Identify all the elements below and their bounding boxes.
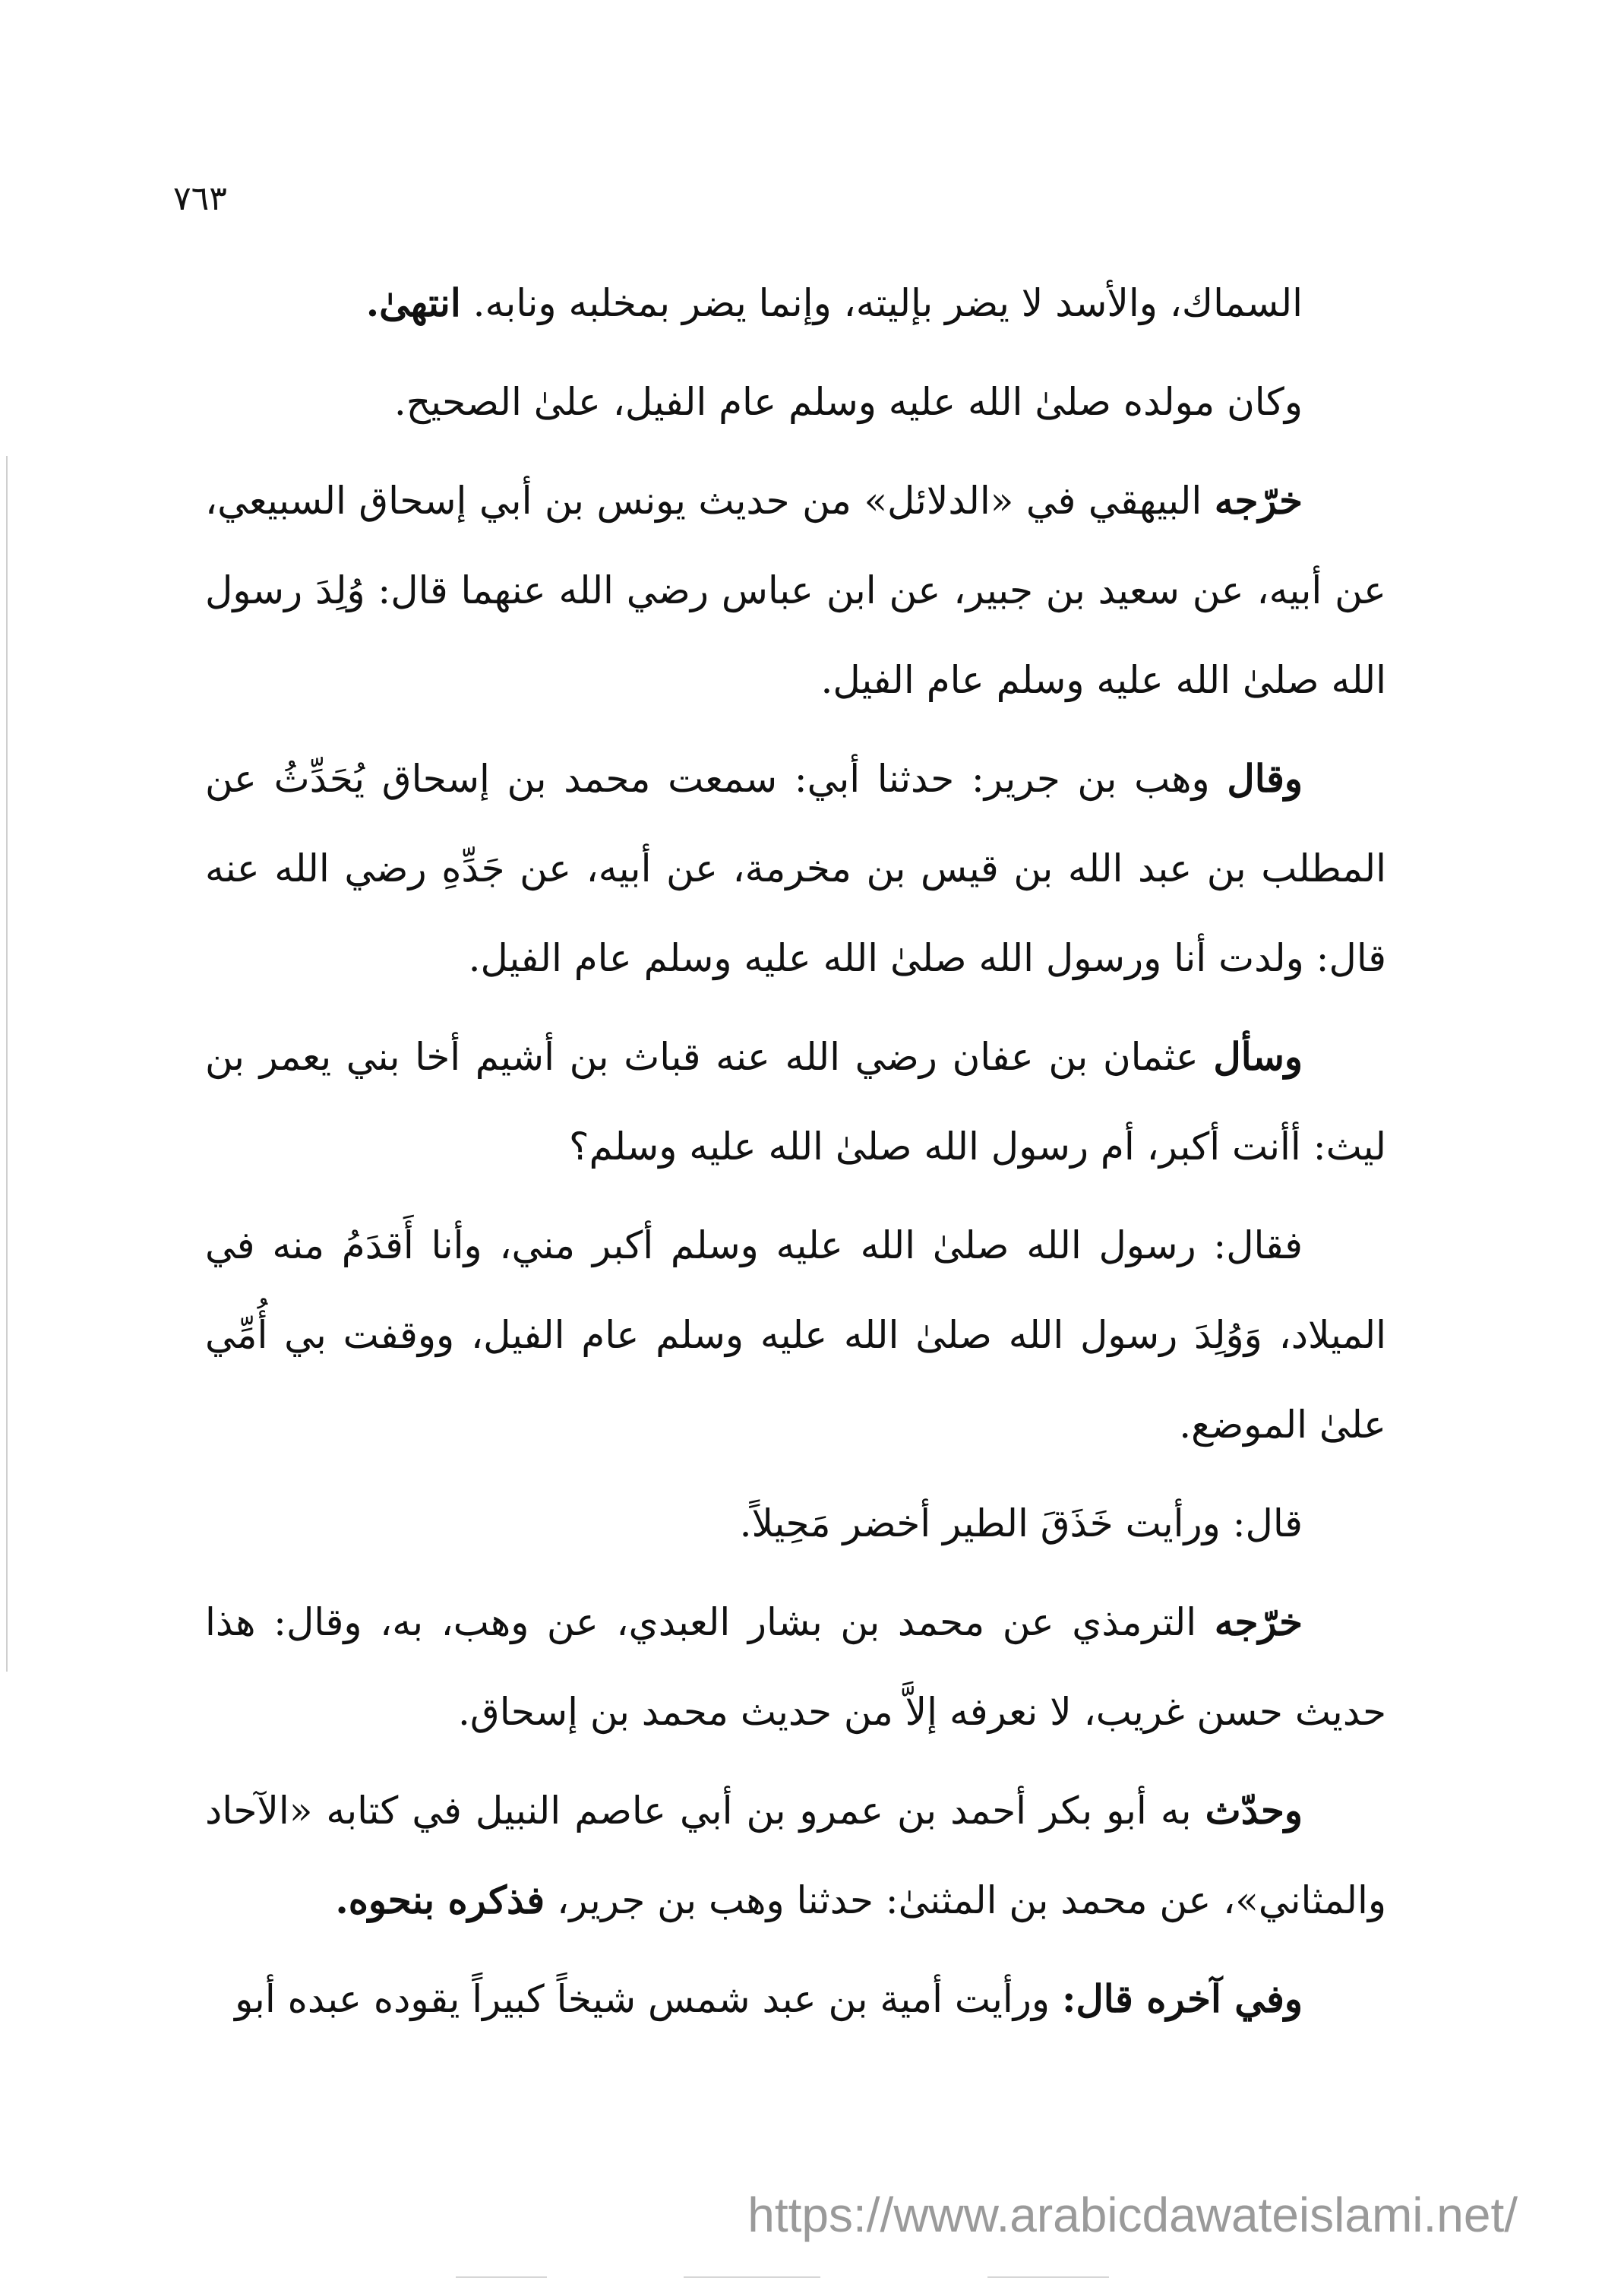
watermark-url: https://www.arabicdawateislami.net/ bbox=[747, 2188, 1518, 2242]
paragraph-lead: خرّجه bbox=[1214, 478, 1303, 523]
paragraph-lead: وقال bbox=[1227, 756, 1303, 801]
paragraph-9 bbox=[205, 1766, 1386, 1945]
paragraph-lead: وحدّث bbox=[1205, 1788, 1303, 1833]
paragraph-text: عثمان بن عفان رضي الله عنه قباث بن أشيم أخا بني يعمر بن ليث: أأنت أكبر، أم رسول الله صلىٰ الله عليه وسلم؟ bbox=[205, 1035, 1386, 1169]
paragraph-tail: انتهىٰ. bbox=[365, 280, 461, 325]
paragraph-lead: وسأل bbox=[1213, 1034, 1303, 1079]
paragraph-text: البيهقي في «الدلائل» من حديث يونس بن أبي إسحاق السبيعي، عن أبيه، عن سعيد بن جبير، عن ابن عباس رضي الله عنهما قال: وُلِدَ رسول الله صلىٰ الله عليه وسلم عام الفيل. bbox=[205, 479, 1386, 702]
scan-bottom-line bbox=[987, 2276, 1109, 2278]
paragraph-lead: خرّجه bbox=[1214, 1599, 1303, 1644]
paragraph-3 bbox=[205, 456, 1386, 725]
paragraph-text: فقال: رسول الله صلىٰ الله عليه وسلم أكبر مني، وأنا أَقدَمُ منه في الميلاد، وَوُلِدَ رسول الله صلىٰ الله عليه وسلم عام الفيل، ووقفت بي أُمِّي علىٰ الموضع. bbox=[205, 1223, 1386, 1447]
paragraph-lead: وفي آخره قال: bbox=[1061, 1976, 1303, 2021]
paragraph-text: ورأيت أمية بن عبد شمس شيخاً كبيراً يقوده عبده أبو bbox=[235, 1977, 1051, 2021]
paragraph-text: السماك، والأسد لا يضر بإليته، وإنما يضر بمخلبه ونابه. bbox=[472, 281, 1303, 325]
scan-bottom-line bbox=[684, 2276, 820, 2278]
paragraph-text: الترمذي عن محمد بن بشار العبدي، عن وهب، به، وقال: هذا حديث حسن غريب، لا نعرفه إلاَّ من حديث محمد بن إسحاق. bbox=[205, 1600, 1386, 1734]
paragraph-text: قال: ورأيت خَذَقَ الطير أخضر مَحِيلاً. bbox=[739, 1501, 1303, 1545]
paragraph-text: وهب بن جرير: حدثنا أبي: سمعت محمد بن إسحاق يُحَدِّثُ عن المطلب بن عبد الله بن قيس بن مخرمة، عن أبيه، عن جَدِّهِ رضي الله عنه قال: ولدت أنا ورسول الله صلىٰ الله عليه وسلم عام الفيل. bbox=[205, 757, 1386, 980]
scan-bottom-line bbox=[456, 2276, 547, 2278]
paragraph-tail: فذكره بنحوه. bbox=[335, 1877, 545, 1922]
paragraph-10 bbox=[205, 1954, 1386, 2044]
paragraph-7 bbox=[205, 1479, 1386, 1568]
paragraph-6 bbox=[205, 1201, 1386, 1469]
paragraph-8 bbox=[205, 1577, 1386, 1757]
page-body bbox=[205, 258, 1386, 2053]
paragraph-2 bbox=[205, 357, 1386, 447]
paragraph-4 bbox=[205, 734, 1386, 1003]
paragraph-1 bbox=[205, 258, 1386, 348]
page-number: ٧٦٣ bbox=[173, 179, 227, 218]
paragraph-5 bbox=[205, 1012, 1386, 1191]
scan-edge-line bbox=[6, 456, 8, 1672]
paragraph-text: به أبو بكر أحمد بن عمرو بن أبي عاصم النبيل في كتابه «الآحاد والمثاني»، عن محمد بن المثنىٰ: حدثنا وهب بن جرير، bbox=[205, 1789, 1386, 1922]
paragraph-text: وكان مولده صلىٰ الله عليه وسلم عام الفيل، علىٰ الصحيح. bbox=[393, 380, 1303, 424]
